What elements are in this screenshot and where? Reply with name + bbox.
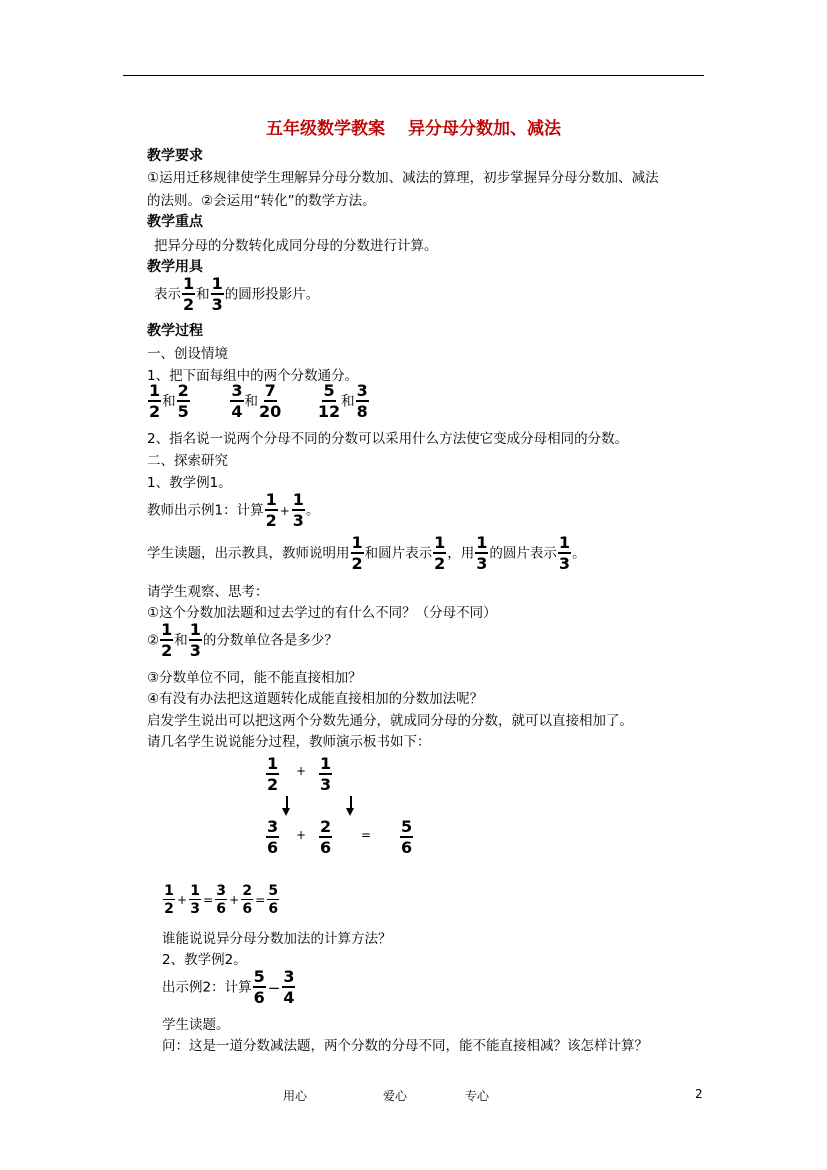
board-equals: = (361, 828, 372, 842)
section-2-item-2: 2、教学例2。 (162, 952, 247, 968)
fraction-one-half: $\frac{1}{2}$ (434, 533, 446, 573)
question-2-prefix: ② (147, 632, 160, 649)
equals-sign: = (255, 893, 266, 907)
question-2 (147, 622, 338, 659)
fraction-one-third: $\frac{1}{3}$ (558, 533, 571, 573)
and-label: 和 (244, 393, 259, 410)
question-1: ①这个分数加法题和过去学过的有什么不同？（分母不同） (147, 605, 497, 621)
footer-middle: 爱心 (383, 1089, 408, 1103)
fraction-three-quarters: $\frac{3}{4}$ (283, 967, 295, 1007)
example-2-line (162, 969, 296, 1006)
header-rule (123, 75, 704, 76)
fraction-one-third: $\frac{1}{3}$ (292, 490, 304, 530)
footer-right: 专心 (465, 1089, 490, 1103)
tools-suffix: 的圆形投影片。 (224, 286, 320, 303)
fraction-two-fifths: $\frac{2}{5}$ (177, 381, 189, 421)
full-equation (162, 884, 280, 916)
example-2-prefix: 出示例2：计算 (162, 979, 252, 996)
board-fraction-two-sixths: $\frac{2}{6}$ (320, 817, 332, 857)
requirements-line-1: ①运用迁移规律使学生理解异分母分数加、减法的算理，初步掌握异分母分数加、减法 (147, 170, 659, 186)
fraction-one-half: $\frac{1}{2}$ (149, 381, 161, 421)
example-1-line (147, 492, 319, 529)
section-2-title: 二、探索研究 (147, 453, 228, 469)
key-points-line: 把异分母的分数转化成同分母的分数进行计算。 (154, 238, 438, 254)
board-plus-top: + (296, 764, 307, 778)
tools-prefix: 表示 (154, 286, 181, 303)
question-2-suffix: 的分数单位各是多少？ (202, 632, 338, 649)
equals-sign: = (203, 893, 214, 907)
question-2-and: 和 (174, 632, 188, 649)
tools-and: 和 (196, 286, 210, 303)
fraction-one-third: $\frac{1}{3}$ (476, 533, 488, 573)
board-intro: 请几名学生说说能分过程，教师演示板书如下： (147, 734, 431, 750)
page-title: 五年级数学教案 异分母分数加、减法 (266, 119, 561, 139)
board-plus-bottom: + (296, 828, 307, 842)
fraction-one-half: $\frac{1}{2}$ (164, 883, 174, 917)
teaching-tools-line (154, 276, 319, 313)
question-3: ③分数单位不同，能不能直接相加？ (147, 670, 362, 686)
footer-left: 用心 (283, 1089, 308, 1103)
board-fraction-five-sixths: $\frac{5}{6}$ (401, 817, 413, 857)
reading-prefix: 学生读题，出示教具，教师说明用 (147, 545, 350, 562)
plus-sign: + (229, 893, 240, 907)
reading-mid-1: 和圆片表示 (364, 545, 433, 562)
reading-end: 。 (572, 545, 586, 562)
fraction-one-half: $\frac{1}{2}$ (351, 533, 363, 573)
fraction-five-twelfths: $\frac{5}{12}$ (317, 381, 341, 421)
hint-line: 启发学生说出可以把这两个分数先通分，就成同分母的分数，就可以直接相加了。 (147, 713, 633, 729)
requirements-line-2: 的法则。②会运用“转化”的数学方法。 (147, 193, 376, 209)
board-fraction-one-half: $\frac{1}{2}$ (267, 754, 279, 794)
fraction-three-sixths: $\frac{3}{6}$ (216, 883, 226, 917)
minus-sign: − (267, 978, 281, 997)
example-2-question: 问：这是一道分数减法题，两个分数的分母不同，能不能直接相减？该怎样计算？ (162, 1038, 648, 1054)
method-question: 谁能说说异分母分数加法的计算方法？ (162, 931, 392, 947)
fraction-one-third: $\frac{1}{3}$ (189, 620, 201, 660)
plus-sign: + (279, 503, 290, 518)
board-fraction-one-third: $\frac{1}{3}$ (320, 754, 332, 794)
heading-key-points: 教学重点 (147, 214, 203, 230)
section-2-item-1: 1、教学例1。 (147, 475, 232, 491)
example-1-prefix: 教师出示例1：计算 (147, 502, 264, 519)
fraction-seven-twentieths: $\frac{7}{20}$ (259, 381, 282, 421)
heading-teaching-tools: 教学用具 (147, 259, 203, 275)
section-1-item-1: 1、把下面每组中的两个分数通分。 (147, 368, 359, 384)
heading-requirements: 教学要求 (147, 148, 203, 164)
example-2-reading: 学生读题。 (162, 1017, 230, 1033)
fraction-five-sixths: $\frac{5}{6}$ (268, 883, 279, 917)
fraction-three-eighths: $\frac{3}{8}$ (356, 381, 368, 421)
board-fraction-three-sixths: $\frac{3}{6}$ (267, 817, 279, 857)
reading-mid-3: 的圆片表示 (489, 545, 557, 562)
fraction-groups-row (147, 383, 370, 420)
and-label: 和 (162, 393, 176, 410)
example-1-end: 。 (305, 502, 320, 519)
student-reading-line (147, 535, 586, 572)
and-label: 和 (341, 393, 355, 410)
section-1-item-2: 2、指名说一说两个分母不同的分数可以采用什么方法使它变成分母相同的分数。 (147, 431, 629, 447)
fraction-one-half: $\frac{1}{2}$ (161, 620, 173, 660)
fraction-five-sixths: $\frac{5}{6}$ (253, 967, 265, 1007)
reading-mid-2: ，用 (447, 545, 475, 562)
question-4: ④有没有办法把这道题转化成能直接相加的分数加法呢？ (147, 691, 484, 707)
section-1-title: 一、创设情境 (147, 346, 228, 362)
fraction-two-sixths: $\frac{2}{6}$ (242, 883, 253, 917)
fraction-one-third: $\frac{1}{3}$ (211, 274, 223, 314)
fraction-one-half: $\frac{1}{2}$ (265, 490, 277, 530)
page-number: 2 (695, 1087, 703, 1101)
fraction-one-third: $\frac{1}{3}$ (190, 883, 200, 917)
plus-sign: + (177, 893, 188, 907)
fraction-three-quarters: $\frac{3}{4}$ (231, 381, 243, 421)
fraction-one-half: $\frac{1}{2}$ (183, 274, 195, 314)
heading-teaching-process: 教学过程 (147, 323, 203, 339)
observe-prompt: 请学生观察、思考： (147, 584, 269, 600)
